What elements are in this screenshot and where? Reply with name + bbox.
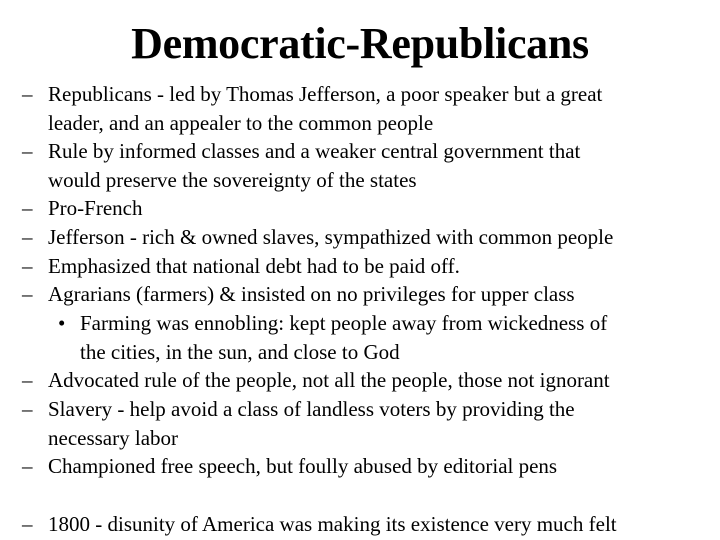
bullet-text <box>48 395 575 453</box>
dash-marker: – <box>22 454 33 478</box>
bullet-line: Rule by informed classes and a weaker central government that <box>48 139 581 163</box>
bullet-text <box>80 309 607 367</box>
bullet-text: Advocated rule of the people, not all the people, those not ignorant <box>48 368 610 392</box>
dash-marker: – <box>22 139 33 163</box>
bullet-text: Jefferson - rich & owned slaves, sympathized with common people <box>48 225 614 249</box>
bullet-text: 1800 - disunity of America was making its existence very much felt <box>48 512 617 536</box>
dash-marker: – <box>22 397 33 421</box>
bullet-item <box>0 452 720 481</box>
bullet-line: Slavery - help avoid a class of landless voters by providing the <box>48 397 575 421</box>
bullet-item <box>0 366 720 395</box>
bullet-item <box>0 80 720 138</box>
bullet-line: the cities, in the sun, and close to God <box>80 340 400 364</box>
dot-marker: • <box>58 311 66 335</box>
sub-bullet-item <box>0 309 720 367</box>
bullet-line: Republicans - led by Thomas Jefferson, a poor speaker but a great <box>48 82 603 106</box>
slide-title: Democratic-Republicans <box>131 19 589 68</box>
bullet-text: Championed free speech, but foully abused by editorial pens <box>48 454 558 478</box>
bullet-line: Farming was ennobling: kept people away from wickedness of <box>80 311 608 335</box>
bullet-line: necessary labor <box>48 426 179 450</box>
bullet-line: leader, and an appealer to the common people <box>48 111 434 135</box>
dash-marker: – <box>22 82 33 106</box>
dash-marker: – <box>22 512 33 536</box>
bullet-item <box>0 510 720 539</box>
bullet-text: Emphasized that national debt had to be paid off. <box>48 254 460 278</box>
bullet-item <box>0 194 720 223</box>
bullet-line: would preserve the sovereignty of the states <box>48 168 417 192</box>
dash-marker: – <box>22 196 33 220</box>
dash-marker: – <box>22 254 33 278</box>
dash-marker: – <box>22 225 33 249</box>
bullet-item <box>0 280 720 309</box>
bullet-item <box>0 252 720 281</box>
dash-marker: – <box>22 368 33 392</box>
dash-marker: – <box>22 282 33 306</box>
bullet-text <box>48 80 602 138</box>
bullet-text: Pro-French <box>48 196 143 220</box>
bullet-item <box>0 395 720 453</box>
bullet-text <box>48 137 580 195</box>
bullet-text: Agrarians (farmers) & insisted on no privileges for upper class <box>48 282 575 306</box>
bullet-item <box>0 137 720 195</box>
bullet-item <box>0 223 720 252</box>
